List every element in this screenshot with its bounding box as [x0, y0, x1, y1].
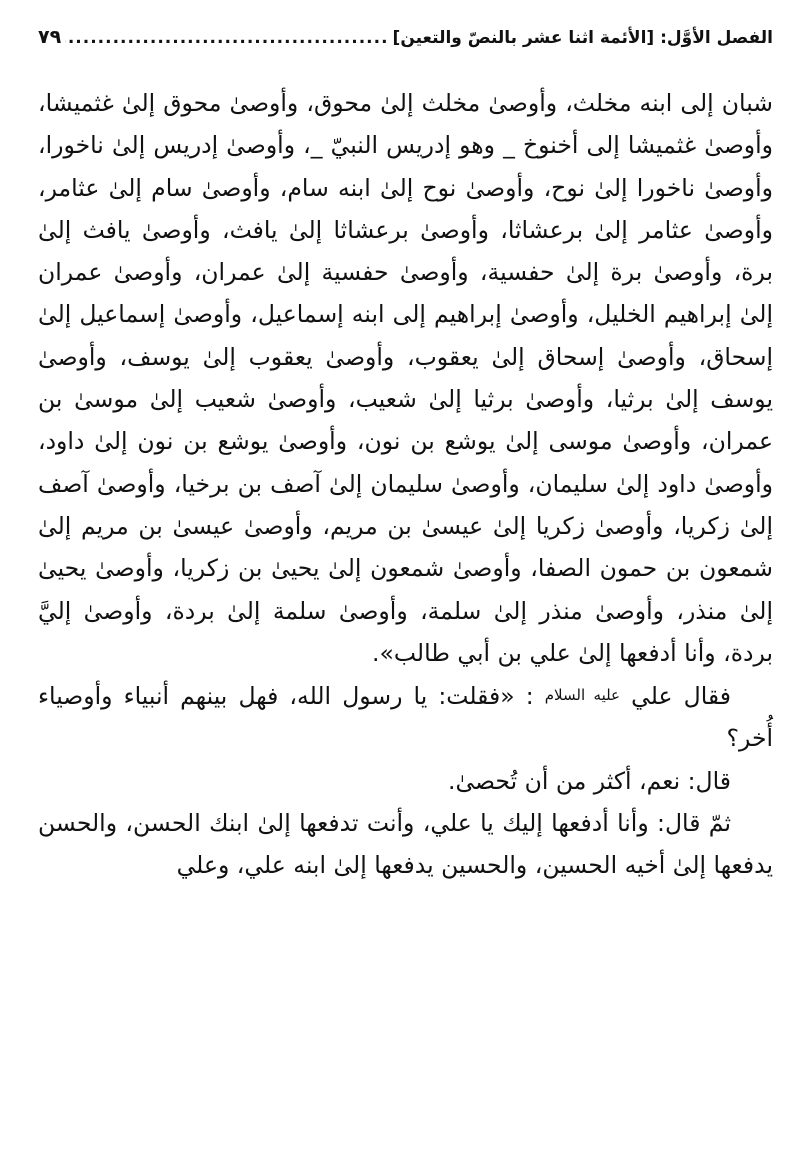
paragraph-lineage: شبان إلى ابنه مخلث، وأوصىٰ مخلث إلىٰ محوق، وأوصىٰ محوق إلىٰ غثميشا، وأوصىٰ غثميشا إلى أخنوخ _ وهو إدريس النبيّ _، وأوصىٰ إدريس إلىٰ ناخورا، وأوصىٰ ناخورا إلىٰ نوح، وأوصىٰ نوح إلىٰ ابنه سام، وأوصىٰ سام إلىٰ عثامر، وأوصىٰ عثامر إلىٰ برعشاثا، وأوصىٰ برعشاثا إلىٰ يافث، وأوصىٰ يافث إلىٰ برة، وأوصىٰ برة إلىٰ حفسية، وأوصىٰ حفسية إلىٰ عمران، وأوصىٰ عمران إلىٰ إبراهيم الخليل، وأوصىٰ إبراهيم إلى ابنه إسماعيل، وأوصىٰ إسماعيل إلىٰ إسحاق، وأوصىٰ إسحاق إلىٰ يعقوب، وأوصىٰ يعقوب إلىٰ يوسف، وأوصىٰ يوسف إلىٰ برثيا، وأوصىٰ برثيا إلىٰ شعيب، وأوصىٰ شعيب إلىٰ موسىٰ بن عمران، وأوصىٰ موسى إلىٰ يوشع بن نون، وأوصىٰ يوشع بن نون إلىٰ داود، وأوصىٰ داود إلىٰ سليمان، وأوصىٰ سليمان إلىٰ آصف بن برخيا، وأوصىٰ آصف إلىٰ زكريا، وأوصىٰ زكريا إلىٰ عيسىٰ بن مريم، وأوصىٰ عيسىٰ بن مريم إلىٰ شمعون بن حمون الصفا، وأوصىٰ شمعون إلىٰ يحيىٰ بن زكريا، وأوصىٰ يحيىٰ إلىٰ منذر، وأوصىٰ منذر إلىٰ سلمة، وأوصىٰ سلمة إلىٰ بردة، وأوصىٰ إليَّ بردة، وأنا أدفعها إلىٰ علي بن أبي طالب».: [38, 89, 773, 667]
dot-leader: [65, 28, 388, 48]
question-text: : «فقلت: يا رسول الله، فهل بينهم أنبياء وأوصياء أُخر؟: [38, 682, 773, 753]
question-lead: فقال علي: [631, 682, 731, 711]
chapter-title: الفصل الأوَّل: [الأئمة اثنا عشر بالنصّ والتعين]: [392, 28, 773, 48]
page-number: ٧٩: [38, 26, 62, 48]
paragraph-succession: ثمّ قال: وأنا أدفعها إليك يا علي، وأنت تدفعها إلىٰ ابنك الحسن، والحسن يدفعها إلىٰ أخيه الحسين، والحسين يدفعها إلىٰ ابنه علي، وعلي: [38, 809, 773, 880]
body-text: [38, 82, 773, 887]
book-page: [38, 26, 773, 1146]
honorific-mark: عليه السلام: [544, 686, 621, 705]
paragraph-question: [38, 674, 773, 760]
running-head: [38, 26, 773, 62]
paragraph-answer: قال: نعم، أكثر من أن تُحصىٰ.: [447, 766, 731, 795]
